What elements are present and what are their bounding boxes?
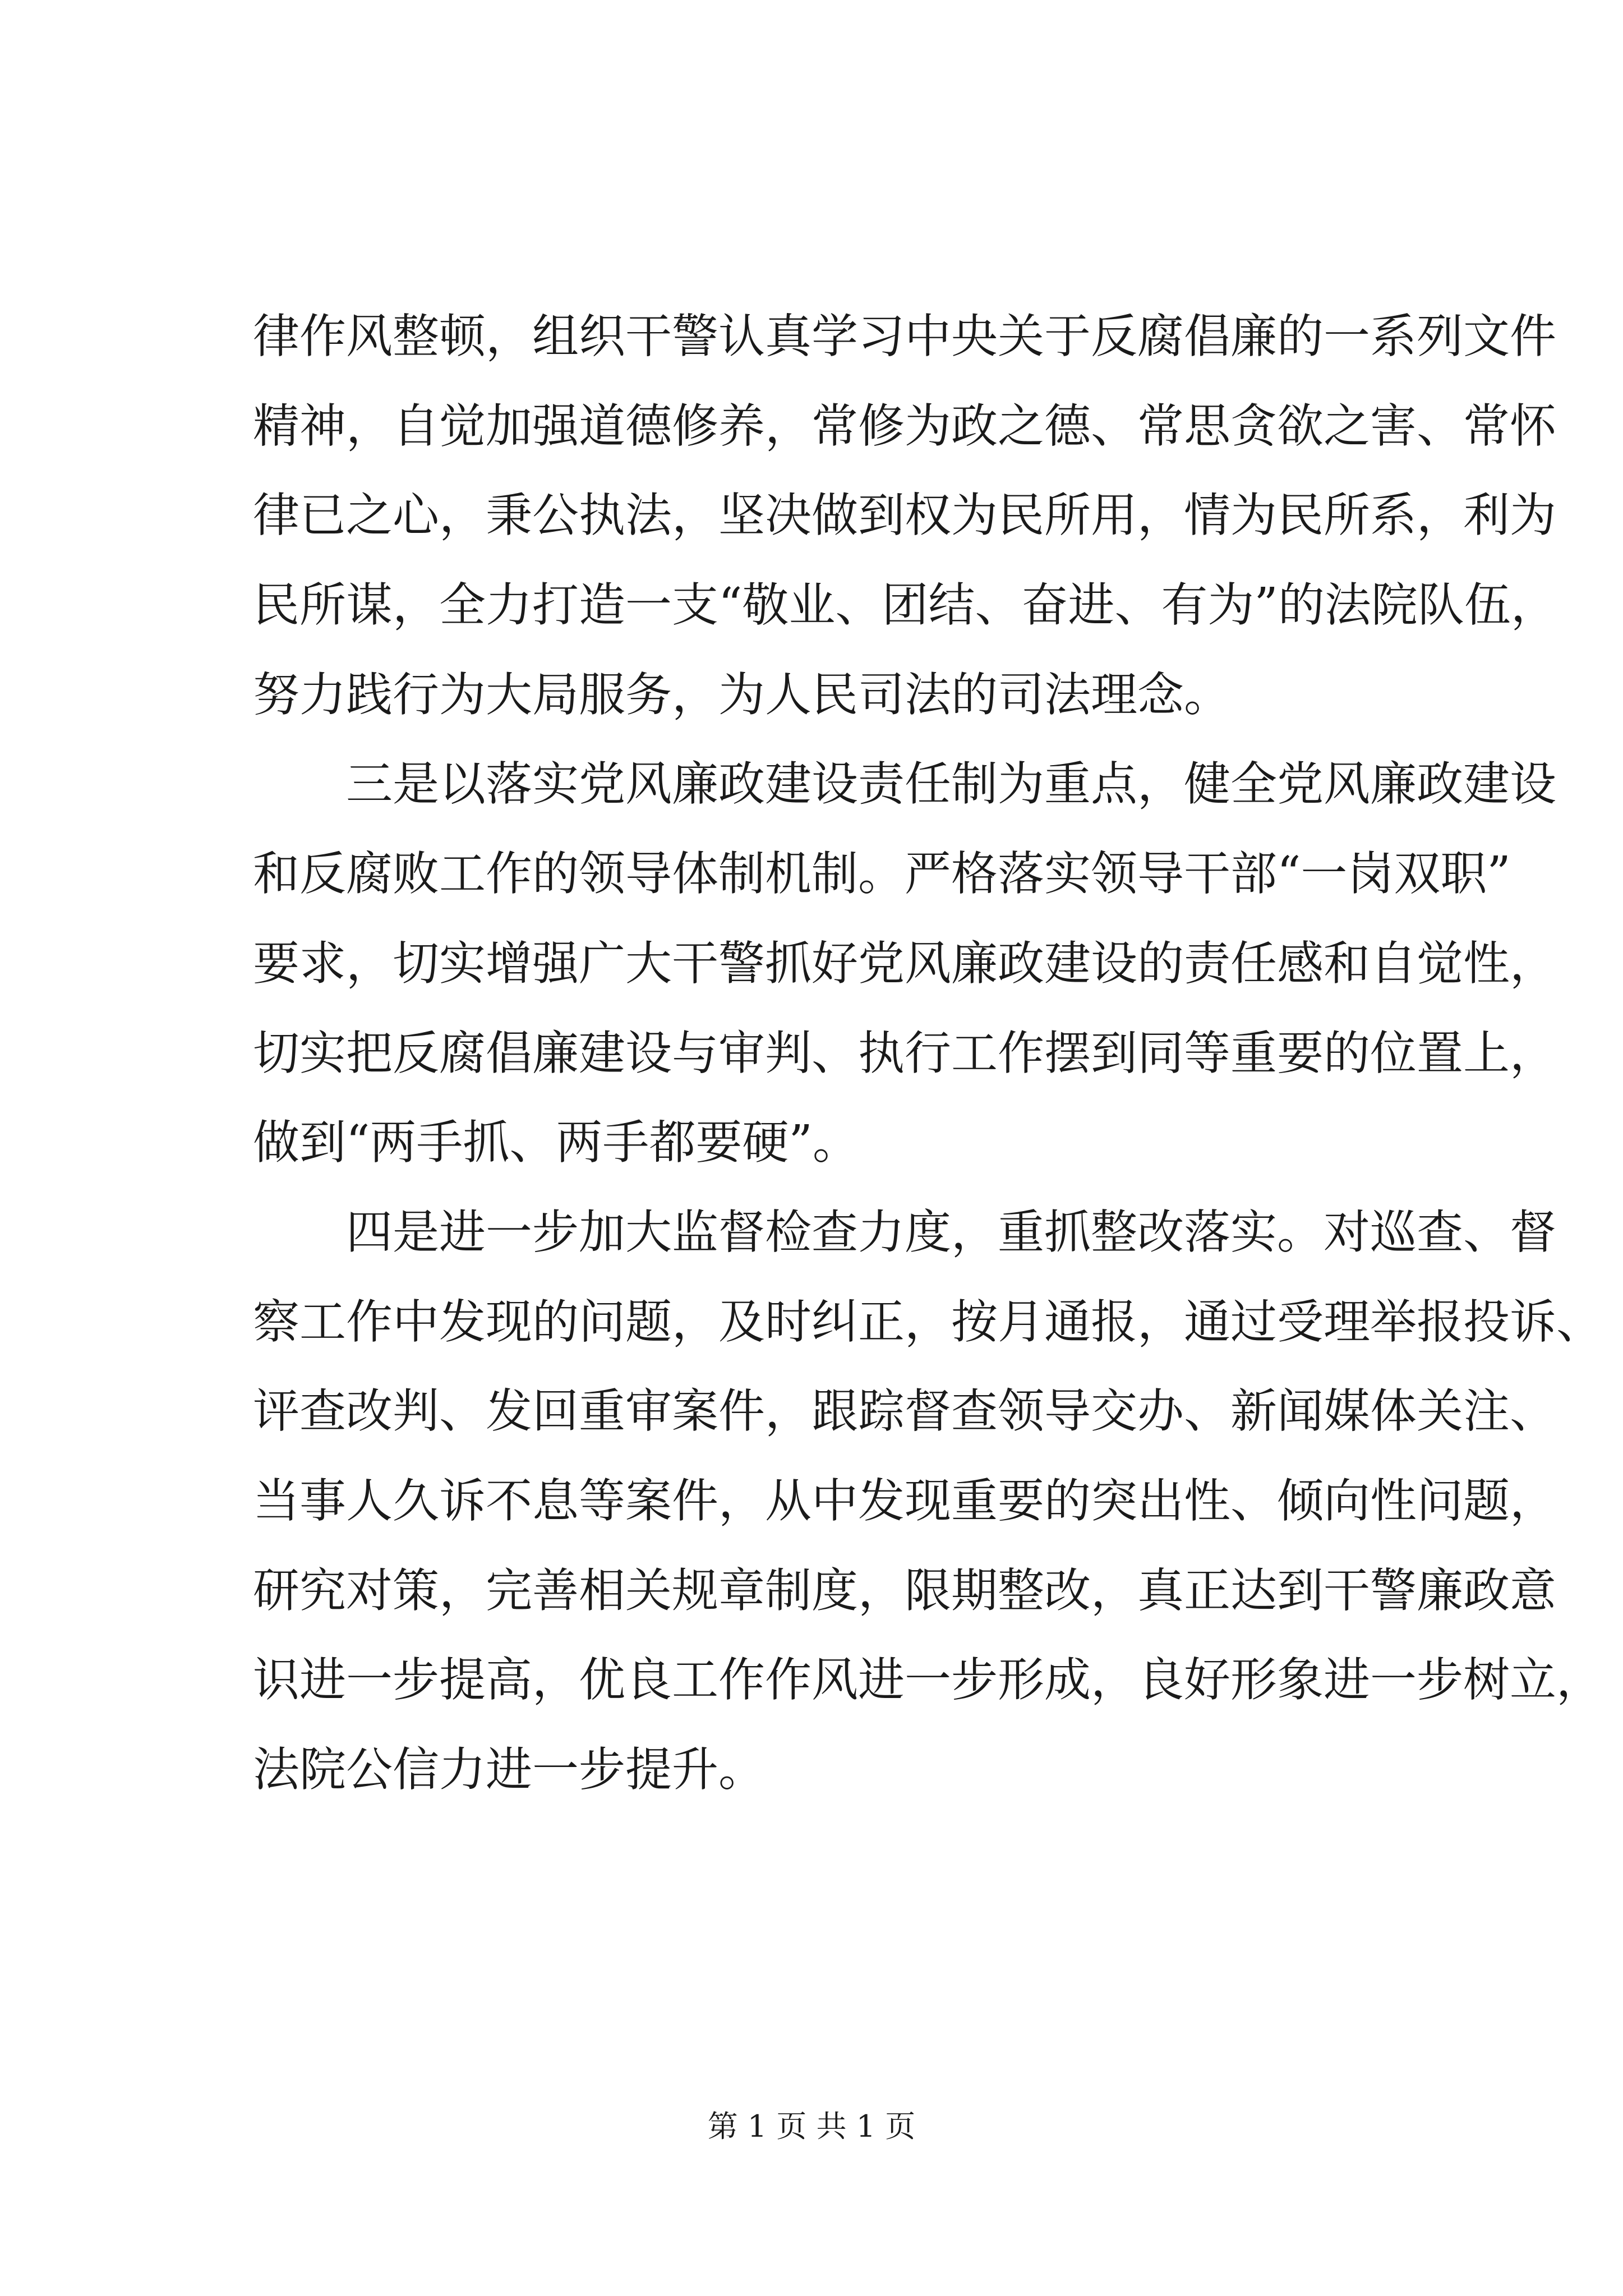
- text-line: 评查改判、发回重审案件，跟踪督查领导交办、新闻媒体关注、: [253, 1384, 1556, 1439]
- text-line: 律作风整顿，组织干警认真学习中央关于反腐倡廉的一系列文件: [253, 309, 1556, 364]
- text-line: 研究对策，完善相关规章制度，限期整改，真正达到干警廉政意: [253, 1563, 1556, 1618]
- text-line: 做到“两手抓、两手都要硬”。: [253, 1115, 859, 1170]
- page-number-footer: 第 1 页 共 1 页: [707, 2109, 916, 2144]
- text-line: 律已之心，秉公执法，坚决做到权为民所用，情为民所系，利为: [253, 488, 1556, 543]
- text-line: 当事人久诉不息等案件，从中发现重要的突出性、倾向性问题，: [253, 1473, 1556, 1528]
- body-text: [253, 292, 1603, 1815]
- text-line: 努力践行为大局服务，为人民司法的司法理念。: [253, 667, 1230, 722]
- text-line: 察工作中发现的问题，及时纠正，按月通报，通过受理举报投诉、: [253, 1294, 1603, 1349]
- text-line: 要求，切实增强广大干警抓好党风廉政建设的责任感和自觉性，: [253, 936, 1556, 991]
- text-line: 和反腐败工作的领导体制机制。严格落实领导干部“一岗双职”: [253, 846, 1511, 901]
- text-line: 识进一步提高，优良工作作风进一步形成，良好形象进一步树立，: [253, 1653, 1603, 1708]
- text-line: 精神，自觉加强道德修养，常修为政之德、常思贪欲之害、常怀: [253, 398, 1556, 453]
- text-line: 四是进一步加大监督检查力度，重抓整改落实。对巡查、督: [346, 1204, 1556, 1259]
- text-line: 法院公信力进一步提升。: [253, 1742, 765, 1797]
- text-line: 三是以落实党风廉政建设责任制为重点，健全党风廉政建设: [346, 757, 1556, 812]
- text-line: 民所谋，全力打造一支“敬业、团结、奋进、有为”的法院队伍，: [253, 578, 1557, 633]
- text-line: 切实把反腐倡廉建设与审判、执行工作摆到同等重要的位置上，: [253, 1025, 1556, 1080]
